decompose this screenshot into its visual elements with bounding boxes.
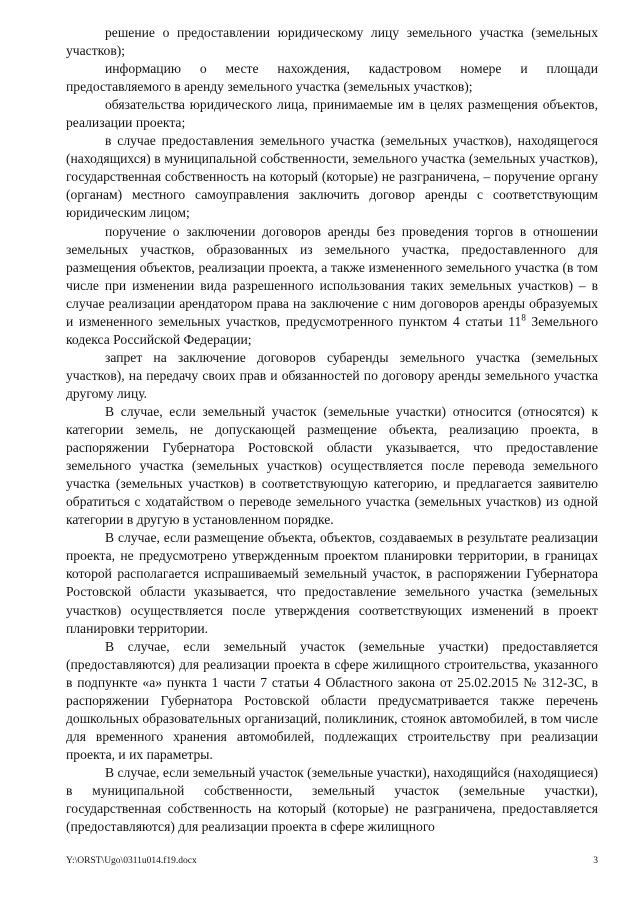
paragraph-lease-instruction xyxy=(66,223,598,349)
article-superscript: 8 xyxy=(521,312,526,323)
document-body xyxy=(66,24,598,836)
page-footer xyxy=(66,856,598,870)
page-number: 3 xyxy=(593,856,598,866)
paragraph-sublease-ban: запрет на заключение договоров субаренды земельного участка (земельных участков), на передачу своих прав и обязанностей по договору аренды земельного участка другому лицу. xyxy=(66,349,598,401)
lease-instruction-text: поручение о заключении договоров аренды без проведения торгов в отношении земельных участков, образованных из земельного участка, предоставленного для размещения объектов, реализации проекта, а также измененного земельного участка (в том числе при изменении вида разрешенного использования таких земельных участков) – в случае реализации арендатором права на заключение с ним договоров аренды образуемых и измененного земельных участков, предусмотренного пунктом 4 статьи 11 xyxy=(66,223,598,329)
paragraph-municipal-housing: В случае, если земельный участок (земельные участки), находящийся (находящиеся) в муниципальной собственности, земельный участок (земельные участки), государственная собственность на который (которые) не разграничена, предоставляется (предоставляются) для реализации проекта в сфере жилищного xyxy=(66,764,598,835)
paragraph-location-info: информацию о месте нахождения, кадастровом номере и площади предоставляемого в аренду земельного участка (земельных участков); xyxy=(66,61,598,95)
paragraph-planning-project: В случае, если размещение объекта, объектов, создаваемых в результате реализации проекта, не предусмотрено утвержденным проектом планировки территории, в границах которой располагается испрашиваемый земельный участок, в распоряжении Губернатора Ростовской области указывается, что предоставление земельного участка (земельных участков) осуществляется после утверждения соответствующих изменений в проект планировки территории. xyxy=(66,530,598,636)
file-path: Y:\ORST\Ugo\0311u014.f19.docx xyxy=(66,856,197,866)
paragraph-decision: решение о предоставлении юридическому лицу земельного участка (земельных участков); xyxy=(66,25,598,59)
paragraph-housing-construction: В случае, если земельный участок (земельные участки) предоставляется (предоставляются) для реализации проекта в сфере жилищного строительства, указанного в подпункте «а» пункта 1 части 7 статьи 4 Областного закона от 25.02.2015 № 312-ЗС, в распоряжении Губернатора Ростовской области предусматривается также перечень дошкольных образовательных организаций, поликлиник, стоянок автомобилей, в том числе для временного хранения автомобилей, подлежащих строительству при реализации проекта, и их параметры. xyxy=(66,638,598,762)
paragraph-land-category: В случае, если земельный участок (земельные участки) относится (относятся) к категории земель, не допускающей размещение объекта, реализацию проекта, в распоряжении Губернатора Ростовской области указывается, что предоставление земельного участка (земельных участков) осуществляется после перевода земельного участка (земельных участков) в соответствующую категорию, и предлагается заявителю обратиться с ходатайством о переводе земельного участка (земельных участков) из одной категории в другую в установленном порядке. xyxy=(66,403,598,528)
lease-instruction-tail: Земельного кодекса Российской Федерации; xyxy=(66,313,599,347)
paragraph-municipal-instruction: в случае предоставления земельного участка (земельных участков), находящегося (находящихся) в муниципальной собственности, земельного участка (земельных участков), государственная собственность на который (которые) не разграничена, – поручение органу (органам) местного самоуправления заключить договор аренды с соответствующим юридическим лицом; xyxy=(66,133,598,221)
paragraph-obligations: обязательства юридического лица, принимаемые им в целях размещения объектов, реализации проекта; xyxy=(66,97,598,131)
